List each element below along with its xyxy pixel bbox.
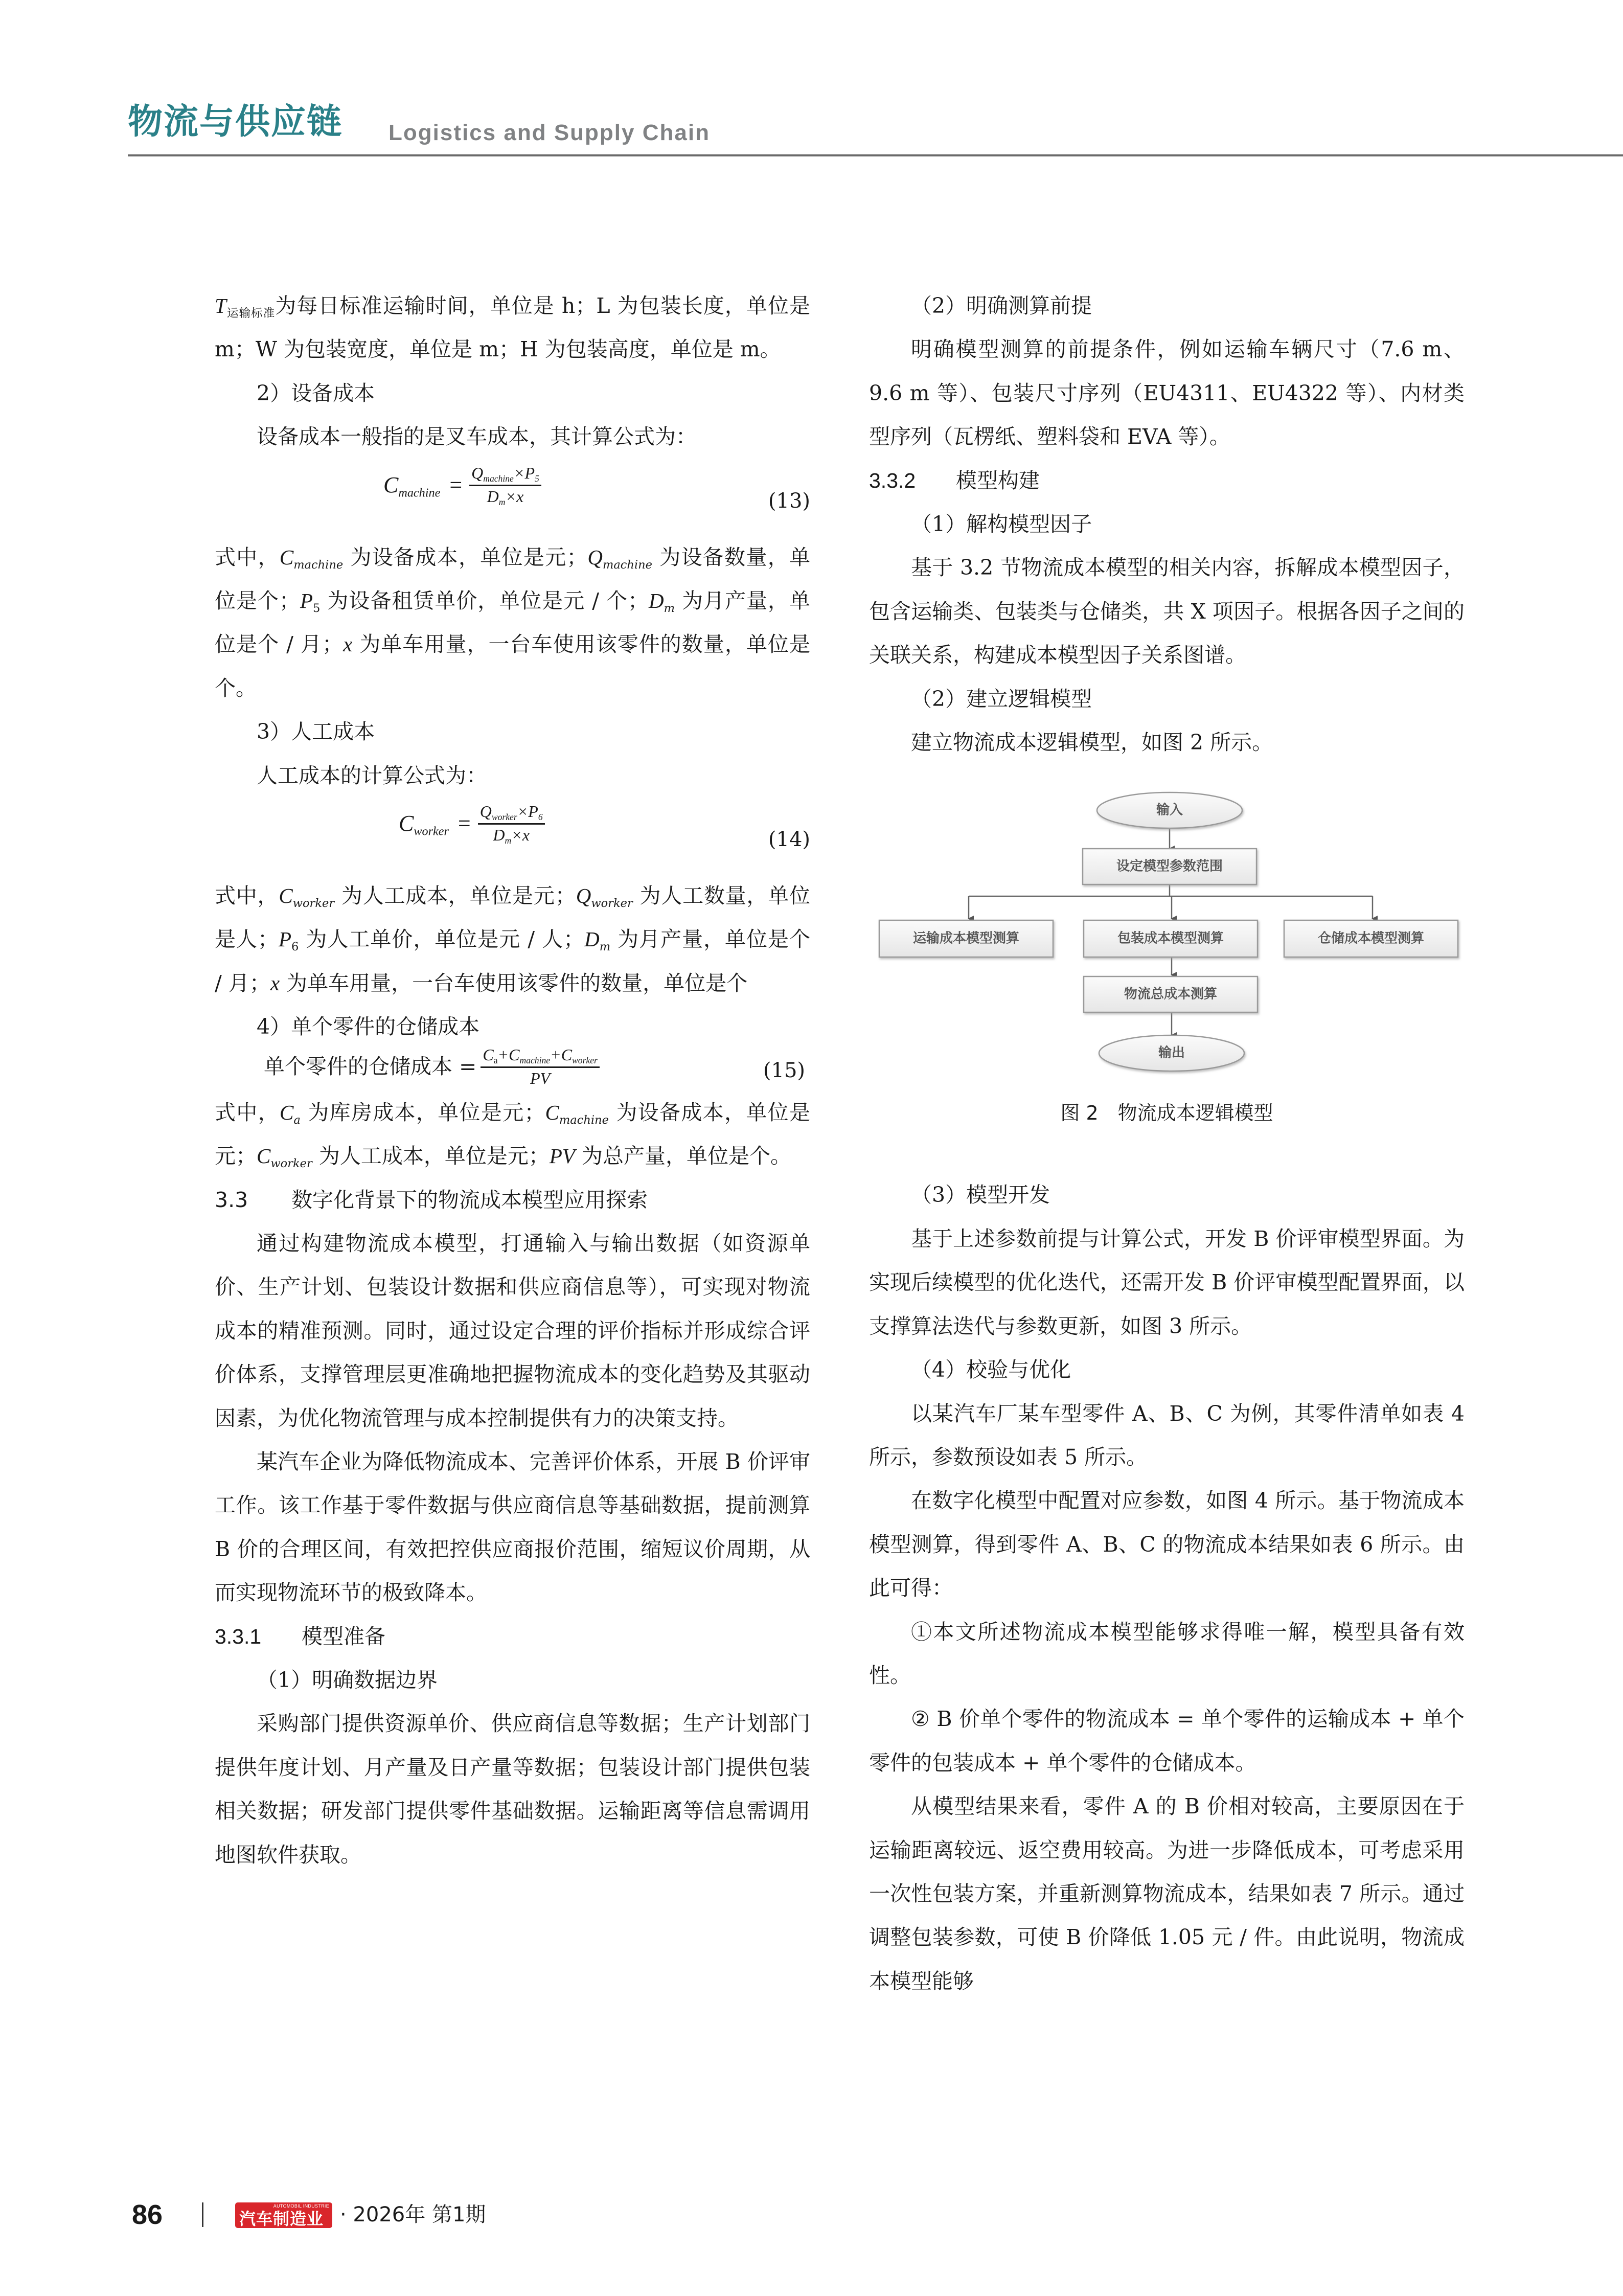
paragraph-text: 为每日标准运输时间，单位是 h；L 为包装长度，单位是 m；W 为包装宽度，单位是 m；H 为包装高度，单位是 m。 bbox=[215, 293, 810, 362]
paragraph-verify-1: 以某汽车厂某车型零件 A、B、C 为例，其零件清单如表 4 所示，参数预设如表 5 所示。 bbox=[869, 1401, 1465, 1469]
paragraph-eq14-explain: 式中，$C_{worker}$ 为人工成本，单位是元；$Q_{worker}$ 为人工数量，单位是人；$P_6$ 为人工单价，单位是元 / 人；$D_m$ 为月产量，单位是个 / 月；x 为单车用量，一台车使用该零件的数量，单位是个 bbox=[215, 883, 810, 995]
eq14-tag: (14) bbox=[768, 828, 810, 852]
page-number: 86 bbox=[132, 2199, 163, 2230]
equation-15 bbox=[215, 1045, 810, 1100]
var-T-sub: 运输标准 bbox=[226, 306, 276, 320]
eq14-fraction bbox=[478, 802, 545, 845]
paragraph-conclusion-1: ①本文所述物流成本模型能够求得唯一解，模型具备有效性。 bbox=[869, 1619, 1465, 1688]
eq15-lhs: 单个零件的仓储成本 = bbox=[264, 1054, 477, 1079]
paragraph-eq15-explain: 式中，$C_a$ 为库房成本，单位是元；$C_{machine}$ 为设备成本，单位是元；$C_{worker}$ 为人工成本，单位是元；PV 为总产量，单位是个。 bbox=[215, 1100, 810, 1170]
paragraph-conclusion-2: ② B 价单个零件的物流成本 = 单个零件的运输成本 + 单个零件的包装成本 + 单个零件的仓储成本。 bbox=[869, 1707, 1465, 1775]
node-storage: 仓储成本模型测算 bbox=[1317, 930, 1425, 946]
figure-2-flowchart bbox=[869, 785, 1465, 1125]
equation-13 bbox=[215, 459, 810, 536]
equals-sign: = bbox=[458, 811, 471, 836]
paragraph-logic-model: 建立物流成本逻辑模型，如图 2 所示。 bbox=[911, 730, 1273, 755]
heading-factors: （1）解构模型因子 bbox=[911, 512, 1092, 537]
heading-premise: （2）明确测算前提 bbox=[911, 293, 1092, 318]
equals-sign: = bbox=[449, 472, 463, 497]
eq15-tag: (15) bbox=[763, 1058, 805, 1082]
journal-logo-cn: 汽车制造业 bbox=[239, 2209, 324, 2228]
heading-equipment-cost: 2）设备成本 bbox=[257, 380, 375, 405]
node-input: 输入 bbox=[1156, 802, 1183, 818]
eq13-tag: (13) bbox=[768, 489, 810, 513]
journal-logo bbox=[235, 2202, 332, 2228]
figure-2-caption: 图 2 物流成本逻辑模型 bbox=[1060, 1102, 1273, 1125]
var-T: T bbox=[215, 294, 226, 317]
paragraph-factors: 基于 3.2 节物流成本模型的相关内容，拆解成本模型因子，包含运输类、包装类与仓储类，共 X 项因子。根据各因子之间的关联关系，构建成本模型因子关系图谱。 bbox=[869, 555, 1465, 668]
left-column bbox=[215, 284, 810, 1877]
eq13-denominator: $D_m\times x$ bbox=[487, 487, 524, 507]
heading-verify: （4）校验与优化 bbox=[911, 1357, 1071, 1382]
eq14-lhs: $C_{worker}$ bbox=[399, 811, 449, 838]
heading-model-dev: （3）模型开发 bbox=[911, 1183, 1050, 1208]
paragraph-data-boundary: 采购部门提供资源单价、供应商信息等数据；生产计划部门提供年度计划、月产量及日产量等数据；包装设计部门提供包装相关数据；研发部门提供零件基础数据。运输距离等信息需调用地图软件获取。 bbox=[215, 1711, 810, 1867]
paragraph-eq13-explain: 式中，$C_{machine}$ 为设备成本，单位是元；$Q_{machine}$ 为设备数量，单位是个；$P_5$ 为设备租赁单价，单位是元 / 个；$D_m$ 为月产量，单位是个 / 月；x 为单车用量，一台车使用该零件的数量，单位是个。 bbox=[215, 544, 810, 700]
paragraph-3-3-1: 通过构建物流成本模型，打通输入与输出数据（如资源单价、生产计划、包装设计数据和供应商信息等），可实现对物流成本的精准预测。同时，通过设定合理的评价指标并形成综合评价体系，支撑管理层更准确地把握物流成本的变化趋势及其驱动因素，为优化物流管理与成本控制提供有力的决策支持。 bbox=[215, 1231, 810, 1430]
section-heading-3-3: 3.3 数字化背景下的物流成本模型应用探索 bbox=[215, 1187, 648, 1212]
paragraph-result: 从模型结果来看，零件 A 的 B 价相对较高，主要原因在于运输距离较远、返空费用较高。为进一步降低成本，可考虑采用一次性包装方案，并重新测算物流成本，结果如表 7 所示。通过调整包装参数，可使 B 价降低 1.05 元 / 件。由此说明，物流成本模型能够 bbox=[869, 1794, 1465, 1993]
eq14-numerator: $Q_{worker}\times P_6$ bbox=[478, 802, 545, 825]
section-title-en: Logistics and Supply Chain bbox=[388, 120, 710, 145]
journal-logo-en: AUTOMOBIL INDUSTRIE bbox=[273, 2203, 329, 2209]
footer-divider bbox=[202, 2202, 203, 2227]
section-title-cn: 物流与供应链 bbox=[128, 102, 343, 142]
section-heading-3-3-1: 3.3.1 模型准备 bbox=[215, 1624, 385, 1648]
equation-14 bbox=[215, 798, 810, 874]
issue-info: · 2026年 第1期 bbox=[340, 2203, 486, 2226]
node-total: 物流总成本测算 bbox=[1124, 986, 1218, 1002]
node-output: 输出 bbox=[1158, 1045, 1185, 1061]
header-divider bbox=[128, 154, 1623, 156]
eq13-numerator: $Q_{machine}\times P_5$ bbox=[469, 464, 541, 486]
eq13-fraction bbox=[469, 464, 541, 506]
heading-logic-model: （2）建立逻辑模型 bbox=[911, 686, 1092, 711]
section-heading-3-3-2: 3.3.2 模型构建 bbox=[869, 468, 1040, 492]
right-column bbox=[869, 284, 1465, 2003]
paragraph-premise: 明确模型测算的前提条件，例如运输车辆尺寸（7.6 m、9.6 m 等）、包装尺寸序列（EU4311、EU4322 等）、内材类型序列（瓦楞纸、塑料袋和 EVA 等）。 bbox=[869, 337, 1465, 449]
paragraph-3-3-2: 某汽车企业为降低物流成本、完善评价体系，开展 B 价评审工作。该工作基于零件数据与供应商信息等基础数据，提前测算 B 价的合理区间，有效把控供应商报价范围，缩短议价周期，从而实现物流环节的极致降本。 bbox=[215, 1449, 810, 1605]
eq15-numerator: $C_a+C_{machine}+C_{worker}$ bbox=[481, 1045, 599, 1068]
eq15-denominator: PV bbox=[530, 1069, 551, 1087]
node-packaging: 包装成本模型测算 bbox=[1117, 930, 1224, 946]
paragraph-transport-vars bbox=[215, 284, 810, 372]
eq15-fraction bbox=[481, 1045, 599, 1088]
heading-storage-cost: 4）单个零件的仓储成本 bbox=[257, 1014, 480, 1039]
eq14-denominator: $D_m\times x$ bbox=[493, 826, 530, 846]
heading-data-boundary: （1）明确数据边界 bbox=[257, 1667, 438, 1692]
eq13-lhs: $C_{machine}$ bbox=[383, 472, 441, 500]
heading-labor-cost: 3）人工成本 bbox=[257, 719, 375, 744]
paragraph-labor-intro: 人工成本的计算公式为： bbox=[257, 763, 487, 788]
paragraph-verify-2: 在数字化模型中配置对应参数，如图 4 所示。基于物流成本模型测算，得到零件 A、B、C 的物流成本结果如表 6 所示。由此可得： bbox=[869, 1488, 1465, 1601]
paragraph-equipment-intro: 设备成本一般指的是叉车成本，其计算公式为： bbox=[257, 424, 697, 449]
paragraph-model-dev: 基于上述参数前提与计算公式，开发 B 价评审模型界面。为实现后续模型的优化迭代，还需开发 B 价评审模型配置界面，以支撑算法迭代与参数更新，如图 3 所示。 bbox=[869, 1226, 1465, 1338]
node-transport: 运输成本模型测算 bbox=[912, 930, 1020, 946]
node-set-params: 设定模型参数范围 bbox=[1116, 858, 1223, 874]
